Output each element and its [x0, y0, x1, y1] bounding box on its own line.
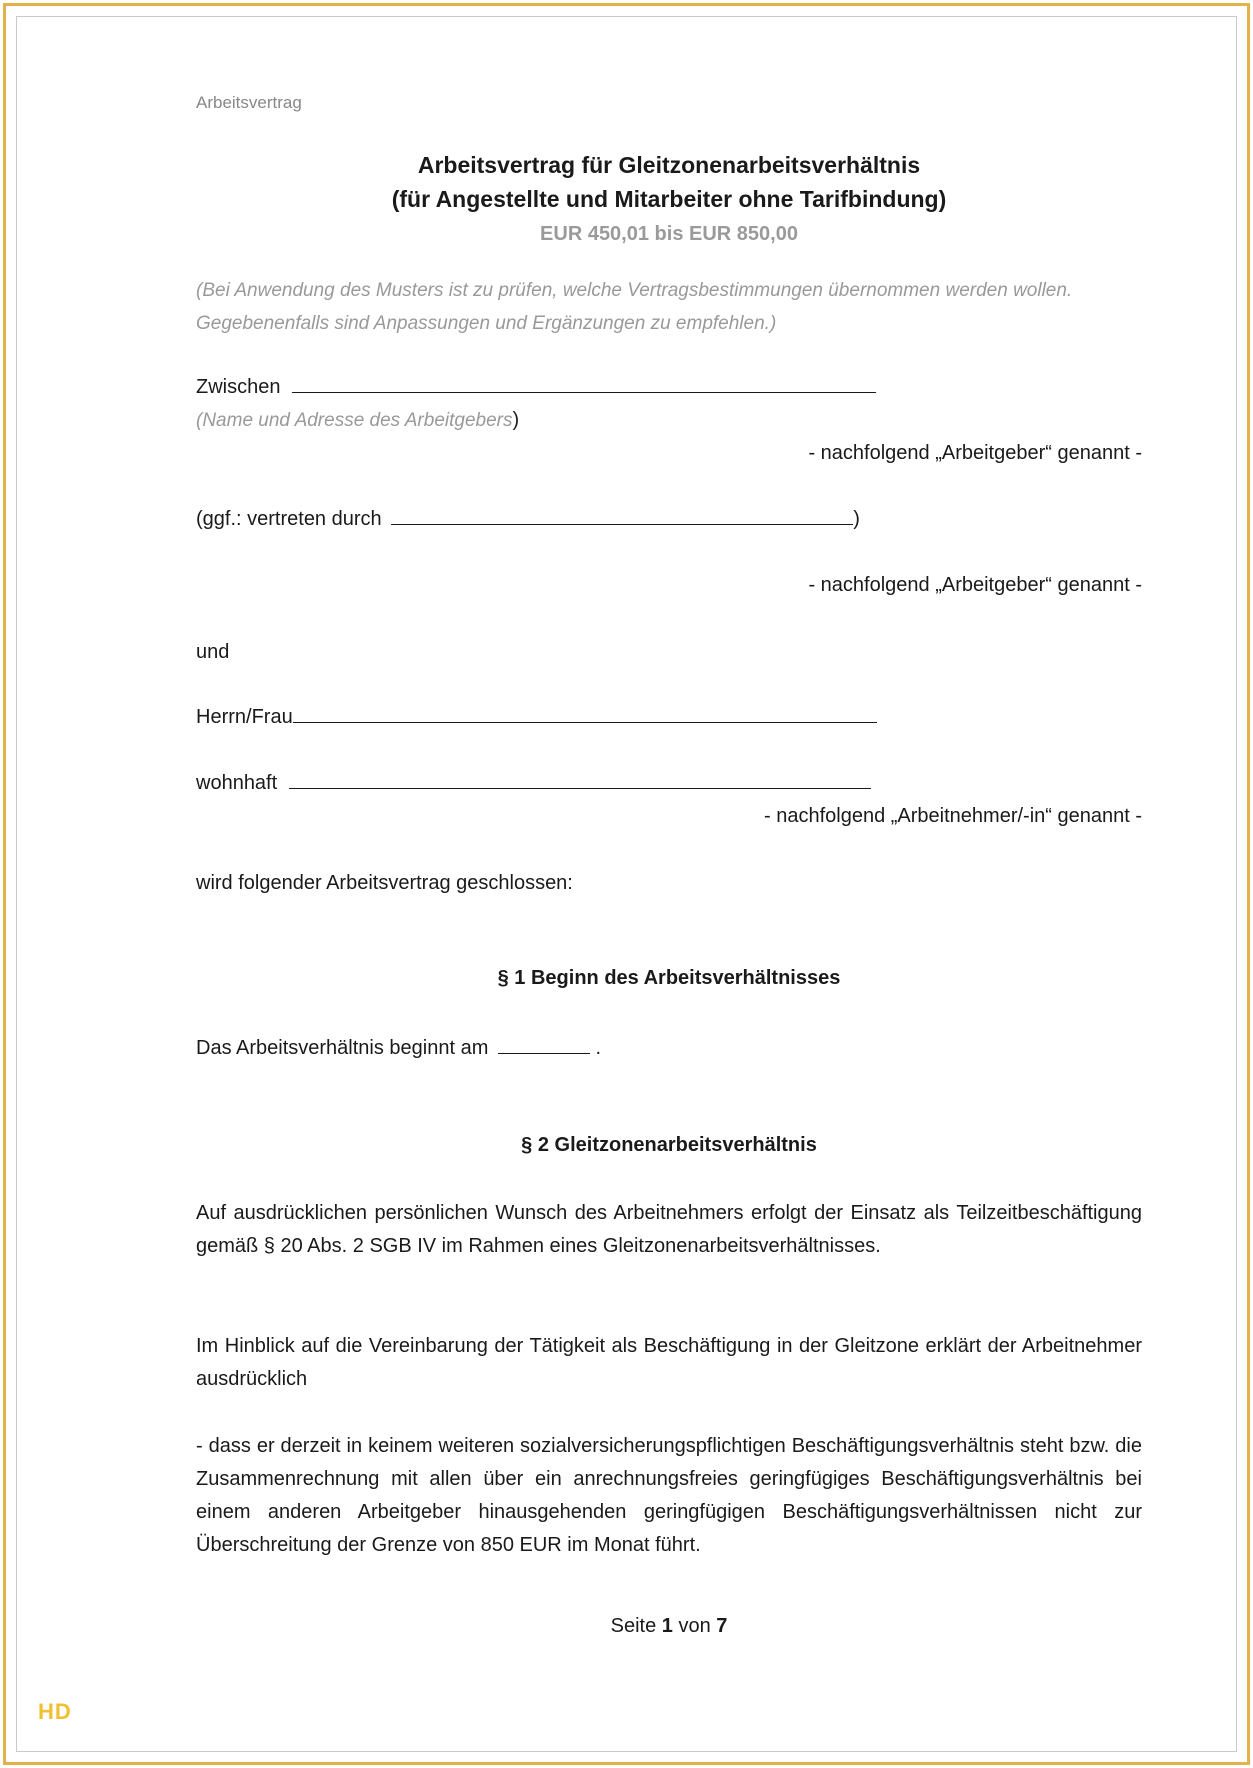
employee-line: [196, 701, 1142, 734]
employee-blank: [293, 702, 877, 723]
section-2-paragraph-1: Auf ausdrücklichen persönlichen Wunsch des Arbeitnehmers erfolgt der Einsatz als Teilzeitbeschäftigung gemäß § 20 Abs. 2 SGB IV im Rahmen eines Gleitzonenarbeitsverhältnisses.: [196, 1202, 1142, 1257]
footer-von: von: [678, 1615, 711, 1637]
represented-label: (ggf.: vertreten durch: [196, 508, 382, 530]
zwischen-label: Zwischen: [196, 376, 281, 398]
represented-blank: [391, 504, 853, 525]
represented-close: ): [853, 508, 860, 530]
watermark-text: HD: [38, 1699, 72, 1724]
residence-blank: [289, 768, 871, 789]
start-date-text: Das Arbeitsverhältnis beginnt am: [196, 1037, 489, 1059]
section-2-heading: § 2 Gleitzonenarbeitsverhältnis: [521, 1134, 817, 1156]
employer-designation-2: - nachfolgend „Arbeitgeber“ genannt -: [808, 574, 1142, 596]
document-subtitle: (für Angestellte und Mitarbeiter ohne Tarifbindung): [391, 186, 947, 212]
salary-range: EUR 450,01 bis EUR 850,00: [540, 223, 798, 245]
employee-designation: - nachfolgend „Arbeitnehmer/-in“ genannt -: [764, 805, 1142, 827]
section-2-paragraph-3: - dass er derzeit in keinem weiteren sozialversicherungspflichtigen Beschäftigungsverhältnis steht bzw. die Zusammenrechnung mit allen über ein anrechnungsfreies geringfügiges Beschäftigungsverhältnis bei einem anderen Arbeitgeber hinausgehenden geringfügigen Beschäftigungsverhältnissen nicht zur Überschreitung der Grenze von 850 EUR im Monat führt.: [196, 1435, 1142, 1556]
start-date-line: [196, 1032, 1142, 1065]
page-footer: [196, 1610, 1142, 1643]
employer-hint-line: [196, 404, 1142, 437]
footer-total-pages: 7: [716, 1615, 728, 1637]
employer-line: [196, 371, 1142, 404]
watermark-logo: [38, 1700, 72, 1724]
header-label: Arbeitsvertrag: [196, 93, 302, 112]
employer-designation-1: - nachfolgend „Arbeitgeber“ genannt -: [808, 442, 1142, 464]
document-page: [196, 0, 1142, 1768]
residence-label: wohnhaft: [196, 772, 278, 794]
employer-hint-close: ): [512, 409, 520, 431]
document-title: Arbeitsvertrag für Gleitzonenarbeitsverhältnis: [417, 152, 921, 178]
contract-concluded: wird folgender Arbeitsvertrag geschlossen:: [196, 872, 573, 894]
employer-hint: (Name und Adresse des Arbeitgebers: [196, 410, 513, 431]
footer-page-number: 1: [661, 1615, 673, 1637]
start-date-period: .: [595, 1037, 602, 1059]
represented-line: [196, 503, 1142, 536]
und-label: und: [196, 641, 230, 663]
start-date-blank: [498, 1033, 590, 1054]
residence-line: [196, 767, 1142, 800]
employer-blank: [292, 372, 876, 393]
usage-note: (Bei Anwendung des Musters ist zu prüfen, welche Vertragsbestimmungen übernommen werden wollen. Gegebenenfalls sind Anpassungen und Ergänzungen zu empfehlen.): [196, 280, 1073, 334]
footer-seite: Seite: [610, 1615, 657, 1637]
employee-label: Herrn/Frau: [196, 706, 293, 728]
section-1-heading: § 1 Beginn des Arbeitsverhältnisses: [497, 967, 841, 989]
section-2-paragraph-2: Im Hinblick auf die Vereinbarung der Tätigkeit als Beschäftigung in der Gleitzone erklärt der Arbeitnehmer ausdrücklich: [196, 1335, 1142, 1390]
title-block: [196, 148, 1142, 251]
